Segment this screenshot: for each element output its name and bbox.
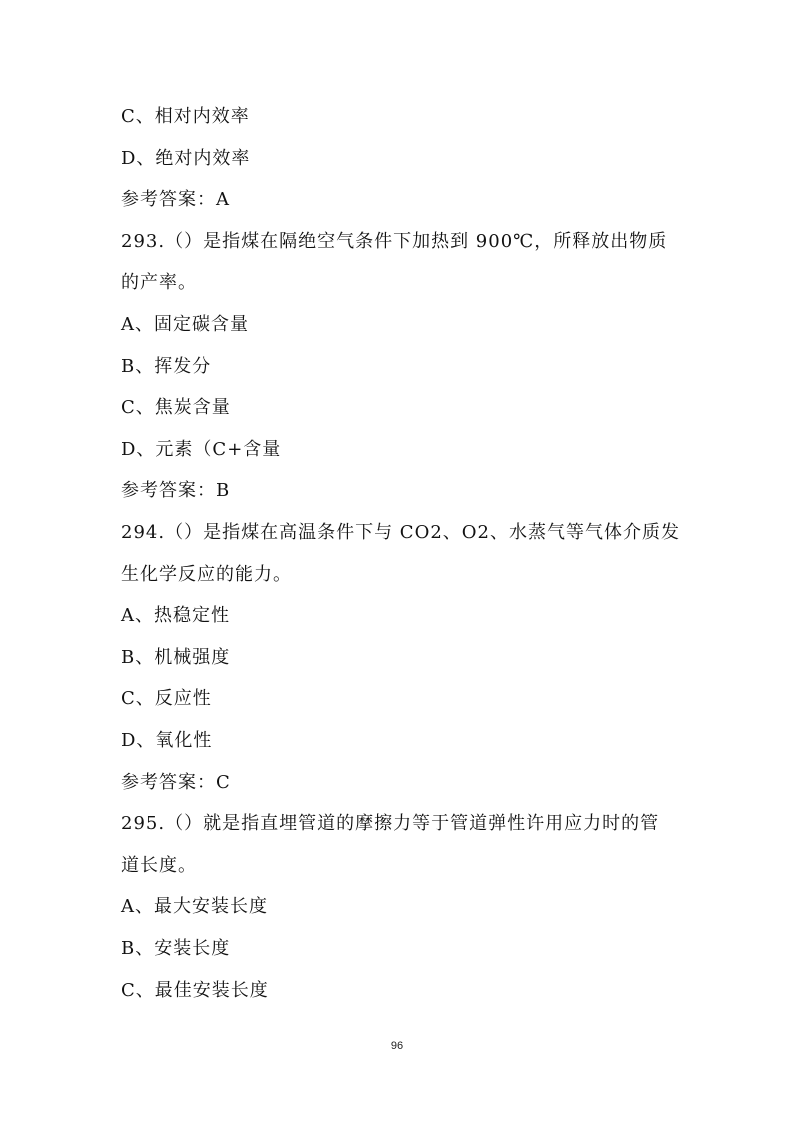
- question-293-line-1: 293.（）是指煤在隔绝空气条件下加热到 900℃，所释放出物质: [121, 231, 668, 252]
- option-d-q293: D、元素（C+含量: [121, 439, 282, 460]
- answer-q293: 参考答案：B: [121, 480, 231, 501]
- option-c-q294: C、反应性: [121, 688, 212, 709]
- answer-q292: 参考答案：A: [121, 189, 230, 210]
- option-a-q295: A、最大安装长度: [121, 896, 268, 917]
- option-a-q294: A、热稳定性: [121, 605, 230, 626]
- page-number: 96: [390, 1040, 404, 1052]
- option-d-q292: D、绝对内效率: [121, 148, 251, 169]
- question-295-line-2: 道长度。: [121, 855, 197, 876]
- question-295-line-1: 295.（）就是指直埋管道的摩擦力等于管道弹性许用应力时的管: [121, 813, 660, 834]
- option-c-q292: C、相对内效率: [121, 106, 250, 127]
- option-b-q295: B、安装长度: [121, 938, 231, 959]
- option-a-q293: A、固定碳含量: [121, 314, 249, 335]
- answer-q294: 参考答案：C: [121, 772, 231, 793]
- option-c-q293: C、焦炭含量: [121, 397, 231, 418]
- question-293-line-2: 的产率。: [121, 272, 197, 293]
- question-294-line-2: 生化学反应的能力。: [121, 564, 292, 585]
- option-b-q294: B、机械强度: [121, 647, 231, 668]
- question-294-line-1: 294.（）是指煤在高温条件下与 CO2、O2、水蒸气等气体介质发: [121, 522, 680, 543]
- option-c-q295: C、最佳安装长度: [121, 980, 269, 1001]
- option-b-q293: B、挥发分: [121, 356, 212, 377]
- option-d-q294: D、氧化性: [121, 730, 213, 751]
